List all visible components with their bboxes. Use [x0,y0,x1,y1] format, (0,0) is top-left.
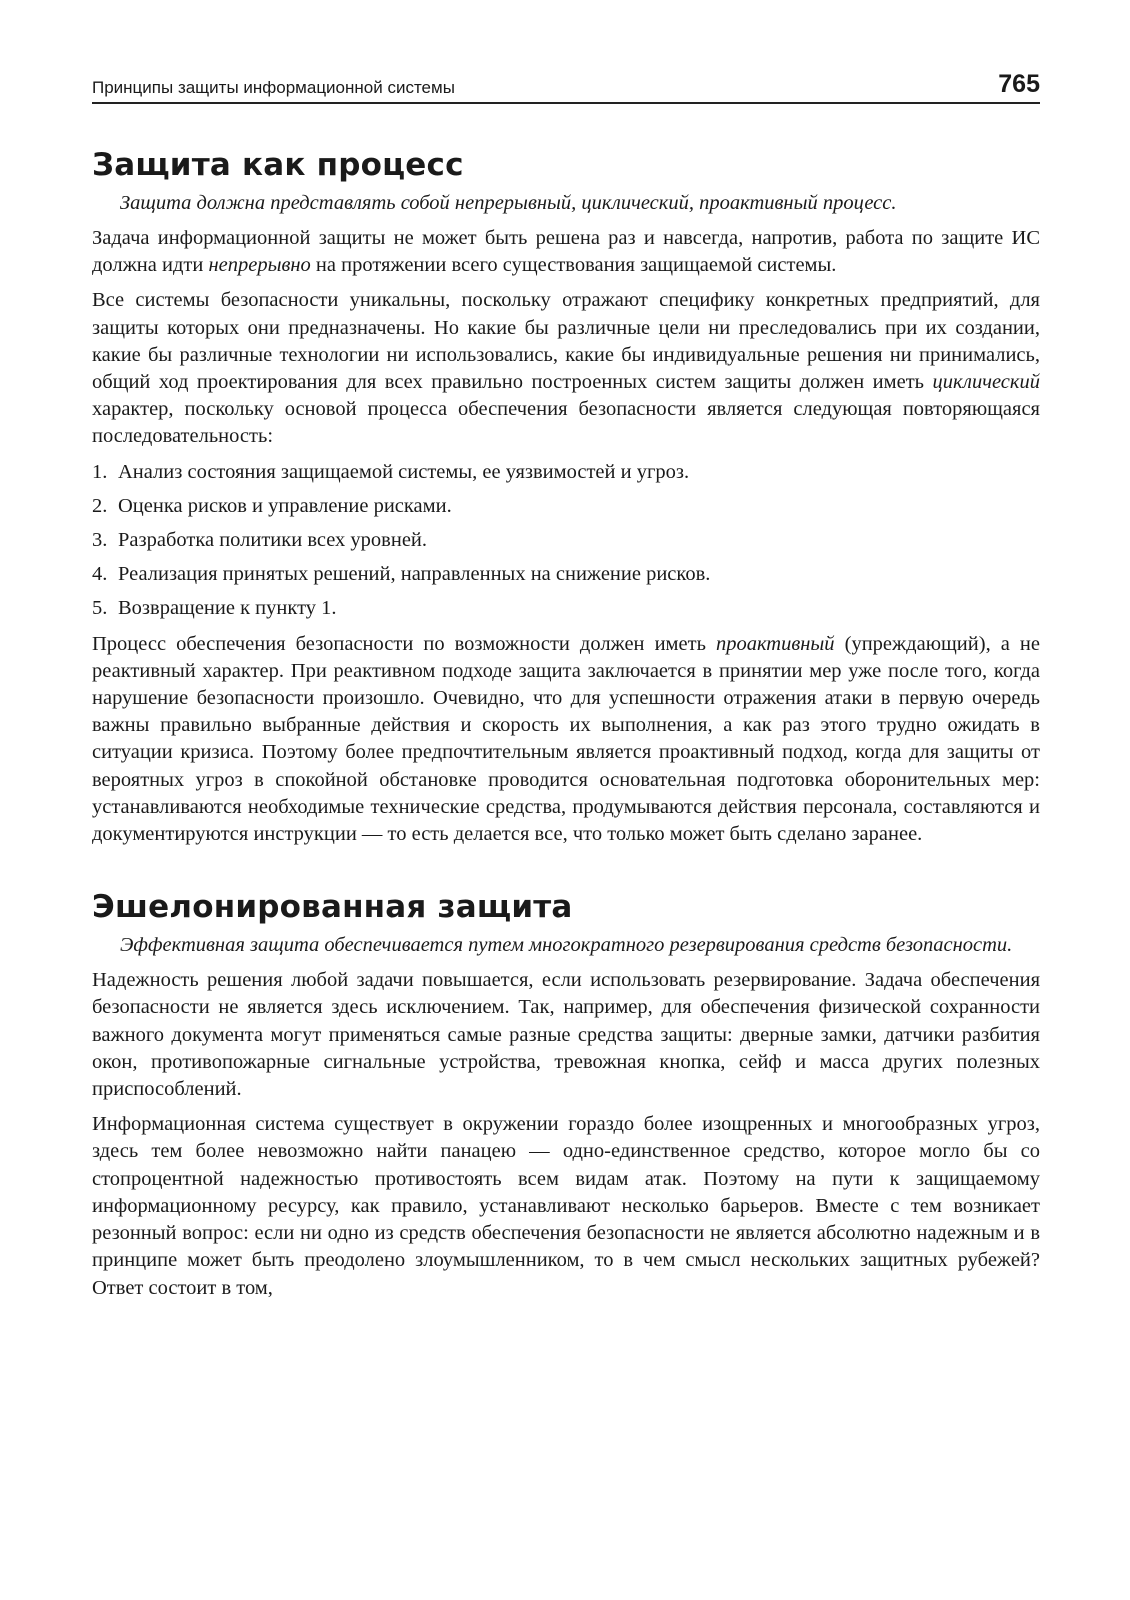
list-item-text: Оценка рисков и управление рисками. [118,494,452,517]
list-item-text: Реализация принятых решений, направленных на снижение рисков. [118,563,711,586]
list-number: 2. [92,494,108,517]
list-number: 3. [92,529,108,552]
list-item-text: Анализ состояния защищаемой системы, ее уязвимостей и угроз. [118,460,690,483]
list-number: 4. [92,563,108,586]
list-item [92,459,1040,486]
paragraph-text: (упреждающий), а не реактивный характер. При реактивном подходе защита заключается в принятии мер уже после того, когда нарушение безопасности произошло. Очевидно, что для успешности отражения атаки в первую очередь важны правильно выбранные действия и скорость их выполнения, а как раз этого трудно ожидать в ситуации кризиса. Поэтому более предпочтительным является проактивный подход, когда для защиты от вероятных угроз в спокойной обстановке проводится основательная подготовка оборонительных мер: устанавливаются необходимые технические средства, продумываются действия персонала, составляются и документируются инструкции — то есть делается все, что только может быть сделано заранее. [92,632,1040,846]
list-item-text: Разработка политики всех уровней. [118,529,428,552]
paragraph-text: Процесс обеспечения безопасности по возможности должен иметь [92,632,716,655]
list-item [92,493,1040,520]
paragraph-text: характер, поскольку основой процесса обеспечения безопасности является следующая повторяющаяся последовательность: [92,398,1040,448]
paragraph: Информационная система существует в окружении гораздо более изощренных и многообразных угроз, здесь тем более невозможно найти панацею — одно-единственное средство, которое могло бы со стопроцентной надежностью противостоять всем видам атак. Поэтому на пути к защищаемому информационному ресурсу, как правило, устанавливают несколько барьеров. Вместе с тем возникает резонный вопрос: если ни одно из средств обеспечения безопасности не является абсолютно надежным и в принципе может быть преодолено злоумышленником, то в чем смысл нескольких защитных рубежей? Ответ состоит в том, [92,1113,1040,1299]
page-number: 765 [998,70,1040,98]
section-epigraph-layered: Эффективная защита обеспечивается путем многократного резервирования средств безопасности. [120,934,1013,957]
list-number: 1. [92,460,108,483]
paragraph: Надежность решения любой задачи повышается, если использовать резервирование. Задача обеспечения безопасности не является здесь исключением. Так, например, для обеспечения физической сохранности важного документа могут применяться самые разные средства защиты: дверные замки, датчики разбития окон, противопожарные сигнальные устройства, тревожная кнопка, сейф и масса других полезных приспособлений. [92,969,1040,1101]
section-epigraph-process: Защита должна представлять собой непрерывный, циклический, проактивный процесс. [120,192,897,214]
running-title: Принципы защиты информационной системы [92,78,455,97]
list-number: 5. [92,597,108,620]
paragraph-text: Задача информационной защиты не может быть решена раз и навсегда, напротив, работа по защите ИС должна идти [92,227,1040,277]
section-heading-process: Защита как процесс [92,147,464,183]
list-item [92,527,1040,554]
paragraph [92,225,1040,279]
emphasis-text: циклический [932,371,1040,394]
list-item [92,595,1040,622]
section-heading-layered: Эшелонированная защита [92,889,573,926]
paragraph-text: Все системы безопасности уникальны, поскольку отражают специфику конкретных предприятий, для защиты которых они предназначены. Но какие бы различные цели ни преследовались при их создании, какие бы различные технологии ни использовались, какие бы индивидуальные решения ни принимались, общий ход проектирования для всех правильно построенных систем защиты должен иметь [92,289,1040,394]
paragraph [92,631,1040,849]
paragraph [92,287,1040,450]
book-page [92,62,1040,1310]
numbered-list [92,459,1040,623]
paragraph-text: на протяжении всего существования защищаемой системы. [310,254,837,277]
emphasis-text: проактивный [715,632,835,655]
running-header [92,62,1040,104]
emphasis-text: непрерывно [208,254,311,277]
list-item-text: Возвращение к пункту 1. [118,597,337,620]
list-item [92,561,1040,588]
